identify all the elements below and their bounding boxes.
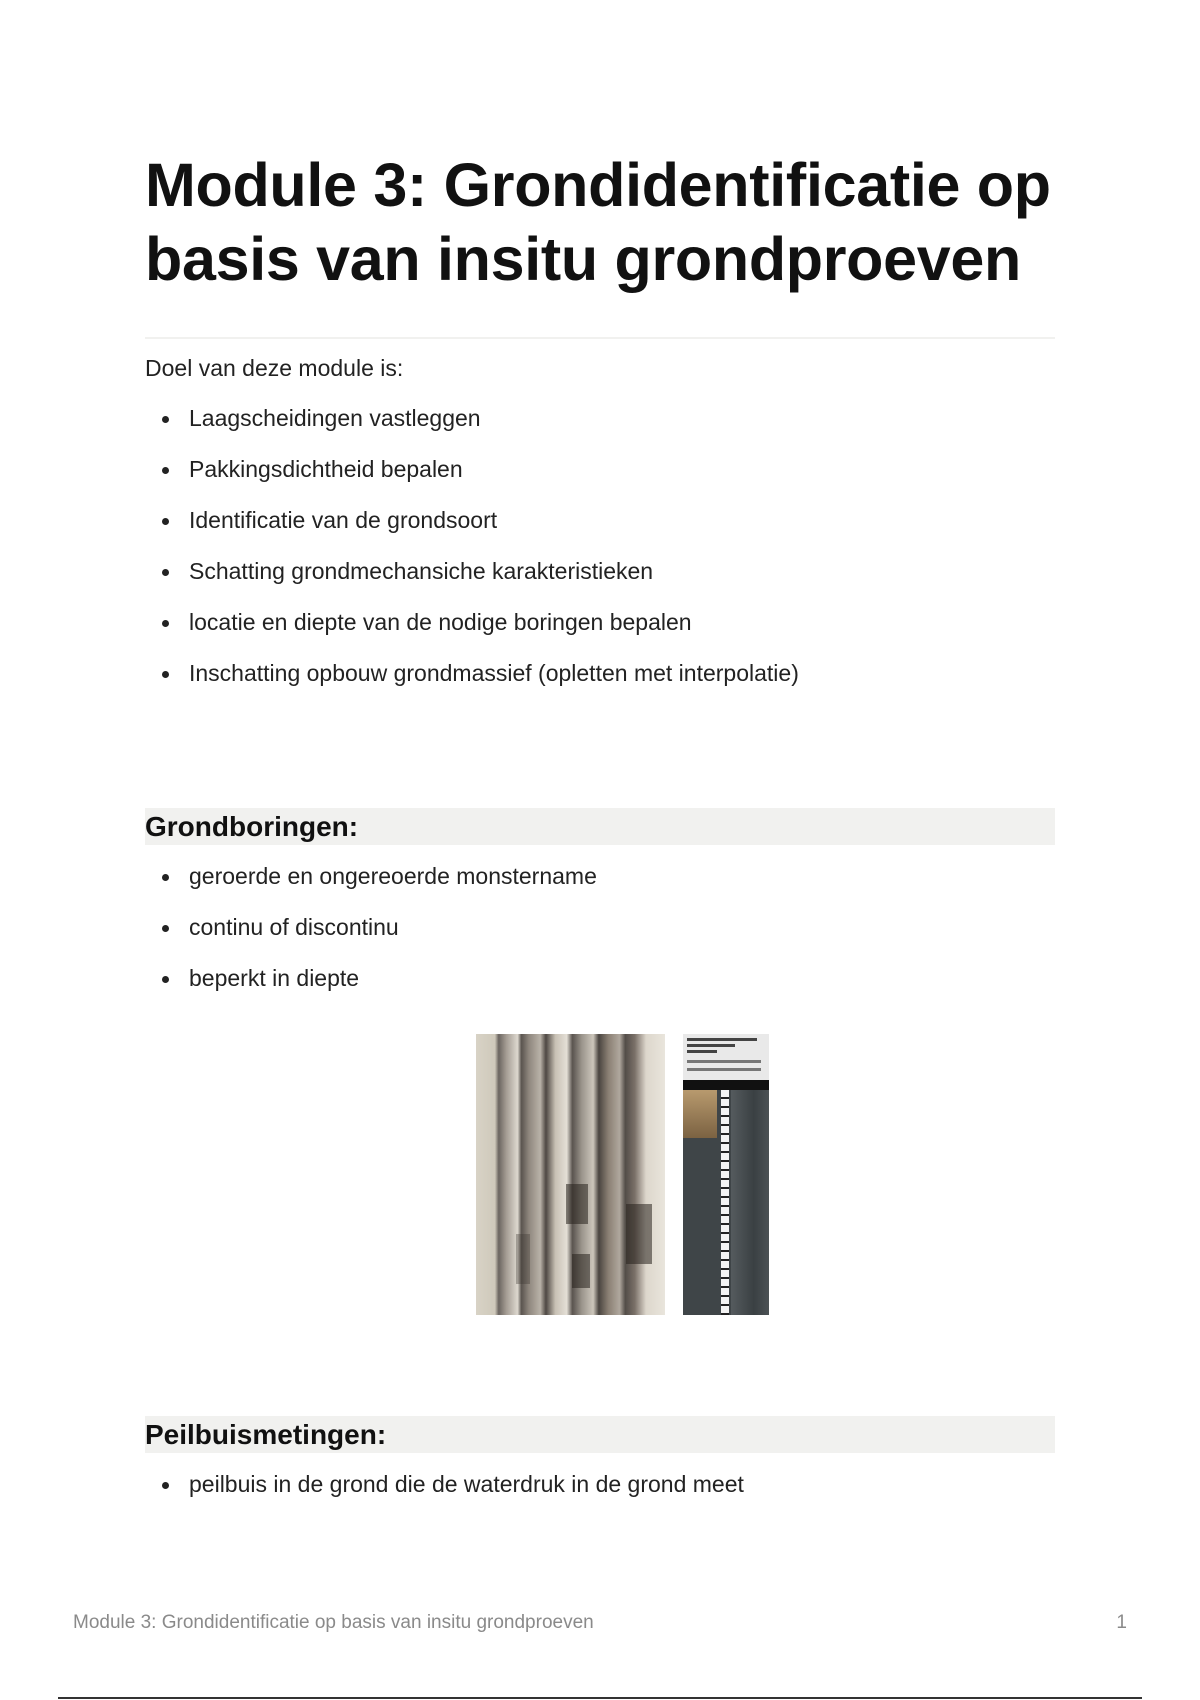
list-item: Inschatting opbouw grondmassief (opletten met interpolatie) bbox=[145, 655, 825, 691]
section-heading-peilbuismetingen: Peilbuismetingen: bbox=[145, 1416, 1055, 1453]
list-item: Laagscheidingen vastleggen bbox=[145, 400, 825, 436]
page-title: Module 3: Grondidentificatie op basis van insitu grondproeven bbox=[145, 151, 1051, 293]
boring-core-images bbox=[476, 1034, 769, 1315]
peilbuismetingen-list bbox=[145, 1466, 825, 1502]
footer-title: Module 3: Grondidentificatie op basis van insitu grondproeven bbox=[73, 1612, 594, 1633]
list-item: Pakkingsdichtheid bepalen bbox=[145, 451, 825, 487]
intro-text: Doel van deze module is: bbox=[145, 355, 404, 381]
list-item: geroerde en ongereoerde monstername bbox=[145, 858, 825, 894]
goals-list bbox=[145, 400, 825, 706]
list-item: Identificatie van de grondsoort bbox=[145, 502, 825, 538]
footer-rule bbox=[58, 1697, 1142, 1699]
footer-page-number: 1 bbox=[1116, 1612, 1127, 1633]
list-item: Schatting grondmechansiche karakteristieken bbox=[145, 553, 825, 589]
grondboringen-list bbox=[145, 858, 825, 1011]
list-item: peilbuis in de grond die de waterdruk in de grond meet bbox=[145, 1466, 825, 1502]
list-item: locatie en diepte van de nodige boringen bepalen bbox=[145, 604, 825, 640]
section-heading-grondboringen: Grondboringen: bbox=[145, 808, 1055, 845]
list-item: beperkt in diepte bbox=[145, 960, 825, 996]
list-item: continu of discontinu bbox=[145, 909, 825, 945]
title-divider bbox=[145, 337, 1055, 339]
core-sample-photo bbox=[476, 1034, 665, 1315]
core-log-photo bbox=[683, 1034, 769, 1315]
